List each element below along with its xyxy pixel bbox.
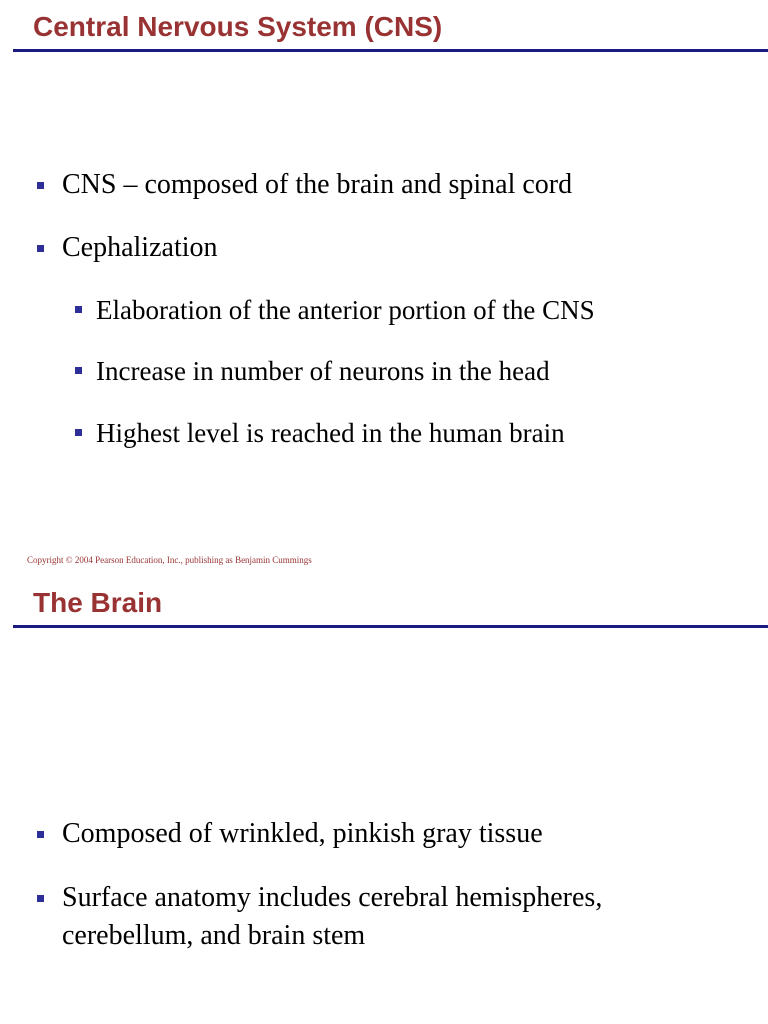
sub-bullet-item (96, 352, 550, 390)
sub-bullet-item (96, 414, 565, 452)
sub-bullet-text: Elaboration of the anterior portion of the CNS (96, 295, 595, 325)
square-bullet-icon (37, 831, 44, 838)
square-bullet-icon (75, 367, 82, 374)
title-divider (13, 49, 768, 52)
slide-title: Central Nervous System (CNS) (33, 11, 443, 42)
bullet-text: Surface anatomy includes cerebral hemispheres, (62, 882, 603, 913)
square-bullet-icon (75, 306, 82, 313)
sub-bullet-text: Increase in number of neurons in the head (96, 356, 550, 386)
bullet-item (62, 879, 602, 955)
slide-title: The Brain (33, 587, 163, 618)
title-divider (13, 625, 768, 628)
slide-brain (0, 576, 768, 1024)
square-bullet-icon (37, 245, 44, 252)
bullet-item (62, 815, 543, 853)
square-bullet-icon (37, 182, 44, 189)
square-bullet-icon (75, 429, 82, 436)
bullet-item (62, 229, 218, 267)
sub-bullet-item (96, 291, 595, 329)
copyright-notice: Copyright © 2004 Pearson Education, Inc., publishing as Benjamin Cummings (27, 555, 312, 565)
sub-bullet-text: Highest level is reached in the human brain (96, 418, 565, 448)
square-bullet-icon (37, 895, 44, 902)
bullet-item (62, 166, 572, 204)
bullet-text: Composed of wrinkled, pinkish gray tissue (62, 818, 543, 849)
bullet-text: Cephalization (62, 232, 218, 263)
bullet-text-continuation: cerebellum, and brain stem (62, 920, 366, 951)
bullet-text: CNS – composed of the brain and spinal cord (62, 169, 573, 200)
